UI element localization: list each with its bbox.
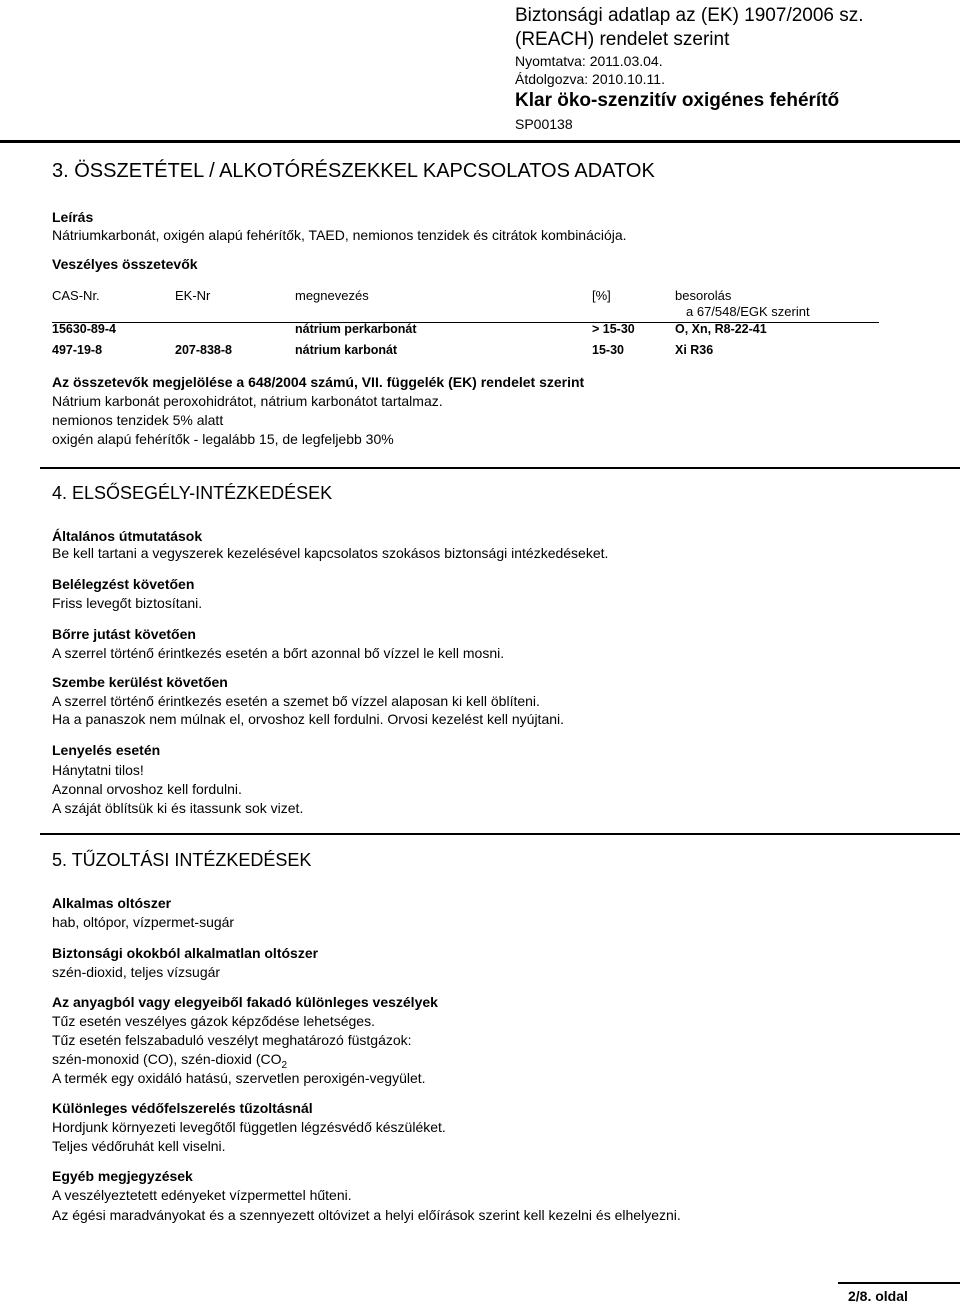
description-label: Leírás <box>52 209 94 225</box>
annex-line: oxigén alapú fehérítők - legalább 15, de legfeljebb 30% <box>52 431 394 447</box>
other-text: A veszélyeztetett edényeket vízpermettel hűteni. <box>52 1187 352 1203</box>
col-ek: EK-Nr <box>175 288 211 303</box>
ingestion-label: Lenyelés esetén <box>52 742 161 758</box>
col-classification-sub: a 67/548/EGK szerint <box>686 304 810 319</box>
eye-text: A szerrel történő érintkezés esetén a szemet bő vízzel alaposan ki kell öblíteni. <box>52 693 540 709</box>
subscript-2: 2 <box>281 1059 288 1071</box>
general-text: Be kell tartani a vegyszerek kezelésével kapcsolatos szokásos biztonsági intézkedéseket. <box>52 545 609 561</box>
footer-divider <box>838 1282 960 1284</box>
cell-cas: 497-19-8 <box>52 343 103 357</box>
eye-label: Szembe kerülést követően <box>52 674 228 690</box>
cell-cas: 15630-89-4 <box>52 322 116 336</box>
suitable-text: hab, oltópor, vízpermet-sugár <box>52 914 235 930</box>
cell-classification: O, Xn, R8-22-41 <box>675 322 767 336</box>
hazards-text: A termék egy oxidáló hatású, szervetlen peroxigén-vegyület. <box>52 1070 426 1086</box>
document-header <box>515 4 955 134</box>
hazards-text: Tűz esetén felszabaduló veszélyt meghatározó füstgázok: <box>52 1032 412 1048</box>
equipment-text: Teljes védőruhát kell viselni. <box>52 1138 226 1154</box>
hazards-text: Tűz esetén veszélyes gázok képződése lehetséges. <box>52 1013 375 1029</box>
product-code: SP00138 <box>515 116 573 132</box>
ingestion-text: Hánytatni tilos! <box>52 762 144 778</box>
components-table-header <box>52 288 879 323</box>
other-text: Az égési maradványokat és a szennyezett oltóvizet a helyi előírások szerint kell kezelni és elhelyezni. <box>52 1207 681 1223</box>
section-divider <box>40 467 960 469</box>
page-number: 2/8. oldal <box>848 1288 908 1304</box>
header-title-line2: (REACH) rendelet szerint <box>515 29 730 50</box>
cell-classification: Xi R36 <box>675 343 714 357</box>
header-divider <box>0 140 960 143</box>
hazards-gases-text: szén-monoxid (CO), szén-dioxid (CO <box>52 1051 282 1067</box>
hazards-label: Az anyagból vagy elegyeiből fakadó különleges veszélyek <box>52 994 438 1010</box>
inhalation-text: Friss levegőt biztosítani. <box>52 595 203 611</box>
cell-percent: > 15-30 <box>592 322 635 336</box>
unsuitable-label: Biztonsági okokból alkalmatlan oltószer <box>52 945 319 961</box>
col-name: megnevezés <box>295 288 369 303</box>
skin-text: A szerrel történő érintkezés esetén a bőrt azonnal bő vízzel le kell mosni. <box>52 645 505 661</box>
cell-percent: 15-30 <box>592 343 624 357</box>
equipment-label: Különleges védőfelszerelés tűzoltásnál <box>52 1100 313 1116</box>
revision-date: Átdolgozva: 2010.10.11. <box>515 71 665 87</box>
ingestion-text: A száját öblítsük ki és itassunk sok vizet. <box>52 800 304 816</box>
ingestion-text: Azonnal orvoshoz kell fordulni. <box>52 781 242 797</box>
table-row <box>52 343 879 361</box>
unsuitable-text: szén-dioxid, teljes vízsugár <box>52 964 221 980</box>
section3-title: 3. ÖSSZETÉTEL / ALKOTÓRÉSZEKKEL KAPCSOLATOS ADATOK <box>52 160 655 182</box>
cell-ek: 207-838-8 <box>175 343 232 357</box>
annex-line: nemionos tenzidek 5% alatt <box>52 412 224 428</box>
table-row <box>52 322 879 340</box>
cell-name: nátrium perkarbonát <box>295 322 417 336</box>
suitable-label: Alkalmas oltószer <box>52 895 172 911</box>
other-label: Egyéb megjegyzések <box>52 1168 193 1184</box>
cell-name: nátrium karbonát <box>295 343 398 357</box>
annex-label: Az összetevők megjelölése a 648/2004 számú, VII. függelék (EK) rendelet szerint <box>52 374 585 390</box>
description-text: Nátriumkarbonát, oxigén alapú fehérítők, TAED, nemionos tenzidek és citrátok kombinációja. <box>52 227 627 243</box>
equipment-text: Hordjunk környezeti levegőtől független légzésvédő készüléket. <box>52 1119 446 1135</box>
section5-title: 5. TŰZOLTÁSI INTÉZKEDÉSEK <box>52 850 312 870</box>
hazards-text <box>52 1051 287 1071</box>
skin-label: Bőrre jutást követően <box>52 626 196 642</box>
section-divider <box>40 833 960 835</box>
inhalation-label: Belélegzést követően <box>52 576 195 592</box>
hazardous-components-label: Veszélyes összetevők <box>52 256 198 272</box>
col-classification: besorolás <box>675 288 732 303</box>
eye-text: Ha a panaszok nem múlnak el, orvoshoz kell fordulni. Orvosi kezelést kell nyújtani. <box>52 711 565 727</box>
col-cas: CAS-Nr. <box>52 288 100 303</box>
section4-title: 4. ELSŐSEGÉLY-INTÉZKEDÉSEK <box>52 483 333 503</box>
product-name: Klar öko-szenzitív oxigénes fehérítő <box>515 90 840 111</box>
annex-line: Nátrium karbonát peroxohidrátot, nátrium karbonátot tartalmaz. <box>52 393 443 409</box>
col-percent: [%] <box>592 288 611 303</box>
general-label: Általános útmutatások <box>52 528 203 544</box>
header-title-line1: Biztonsági adatlap az (EK) 1907/2006 sz. <box>515 5 864 26</box>
print-date: Nyomtatva: 2011.03.04. <box>515 53 663 69</box>
